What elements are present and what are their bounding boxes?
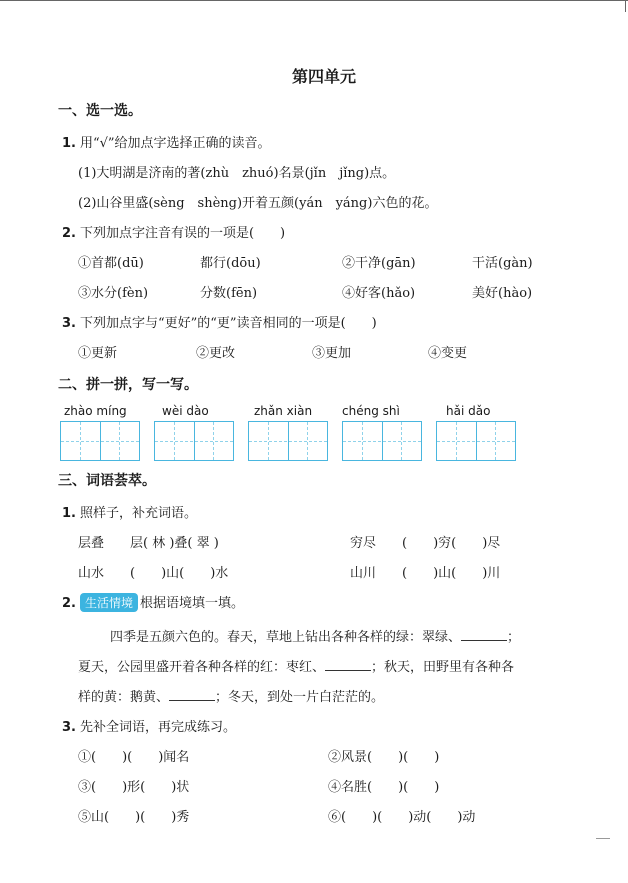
page-dash	[596, 838, 610, 839]
corner-mark	[625, 0, 626, 12]
q2-option-2b: 干活(gàn)	[472, 256, 533, 271]
question-prompt: 下列加点字与“更好”的“更”读音相同的一项是( )	[79, 316, 377, 331]
question-number: 2.	[62, 596, 76, 611]
top-border	[0, 0, 628, 1]
q2-option-1b: 都行(dōu)	[200, 256, 261, 271]
life-para-line-1: 四季是五颜六色的。春天，草地上钻出各种各样的绿：翠绿、 ；	[110, 630, 521, 645]
pinyin-5: hǎi dǎo	[446, 404, 491, 418]
words-row-2b: 山川 ( )山( )川	[350, 566, 501, 581]
writing-grid-2[interactable]	[154, 421, 234, 461]
question-number: 1.	[62, 506, 76, 521]
fill-blank[interactable]	[461, 628, 507, 641]
question-fill	[62, 716, 236, 735]
section-2-heading: 二、拼一拼，写一写。	[58, 377, 198, 393]
fill-item-2: ②风景( )( )	[328, 750, 440, 765]
writing-grid-1[interactable]	[60, 421, 140, 461]
question-number: 3.	[62, 720, 76, 735]
q3-option-1: ①更新	[78, 346, 118, 361]
question-life	[62, 592, 244, 612]
q3-option-3: ③更加	[312, 346, 352, 361]
words-row-1a: 层叠 层( 林 )叠( 翠 )	[78, 536, 219, 551]
fill-blank[interactable]	[169, 688, 215, 701]
question-prompt: 根据语境填一填。	[140, 596, 245, 611]
q1-line-2: (2)山谷里盛(sèng shèng)开着五颜(yán yáng)六色的花。	[78, 196, 438, 211]
section-1-heading: 一、选一选。	[58, 103, 142, 119]
life-scenario-tag: 生活情境	[80, 593, 138, 612]
writing-grid-4[interactable]	[342, 421, 422, 461]
words-row-1b: 穷尽 ( )穷( )尽	[350, 536, 501, 551]
fill-item-1: ①( )( )闻名	[78, 750, 190, 765]
question-number: 1.	[62, 136, 76, 151]
question-words	[62, 502, 197, 521]
pinyin-3: zhǎn xiàn	[254, 404, 313, 418]
q2-option-4a: ④好客(hǎo)	[342, 286, 416, 301]
question-number: 3.	[62, 316, 76, 331]
writing-grid-5[interactable]	[436, 421, 516, 461]
fill-item-3: ③( )形( )状	[78, 780, 190, 795]
question-2	[62, 222, 285, 241]
question-number: 2.	[62, 226, 76, 241]
question-3	[62, 312, 377, 331]
question-prompt: 照样子，补充词语。	[79, 506, 197, 521]
fill-item-5: ⑤山( )( )秀	[78, 810, 190, 825]
question-1	[62, 132, 271, 151]
fill-item-4: ④名胜( )( )	[328, 780, 440, 795]
q2-option-1a: ①首都(dū)	[78, 256, 144, 271]
question-prompt: 用“√”给加点字选择正确的读音。	[79, 136, 271, 151]
question-prompt: 下列加点字注音有误的一项是( )	[79, 226, 286, 241]
q2-option-3b: 分数(fēn)	[200, 286, 258, 301]
life-para-line-2: 夏天，公园里盛开着各种各样的红：枣红、 ；秋天，田野里有各种各	[78, 660, 515, 675]
words-row-2a: 山水 ( )山( )水	[78, 566, 229, 581]
fill-blank[interactable]	[325, 658, 371, 671]
q2-option-3a: ③水分(fèn)	[78, 286, 149, 301]
pinyin-1: zhào míng	[64, 404, 127, 418]
q3-option-2: ②更改	[196, 346, 236, 361]
section-3-heading: 三、词语荟萃。	[58, 473, 156, 489]
pinyin-4: chéng shì	[342, 404, 400, 418]
q2-option-4b: 美好(hào)	[472, 286, 533, 301]
pinyin-2: wèi dào	[162, 404, 209, 418]
writing-grid-3[interactable]	[248, 421, 328, 461]
life-para-line-3: 样的黄：鹅黄、 ；冬天，到处一片白茫茫的。	[78, 690, 385, 705]
q2-option-2a: ②干净(gān)	[342, 256, 416, 271]
q1-line-1: (1)大明湖是济南的著(zhù zhuó)名景(jǐn jǐng)点。	[78, 166, 396, 181]
page-title: 第四单元	[292, 67, 357, 86]
q3-option-4: ④变更	[428, 346, 468, 361]
question-prompt: 先补全词语，再完成练习。	[79, 720, 236, 735]
fill-item-6: ⑥( )( )动( )动	[328, 810, 476, 825]
